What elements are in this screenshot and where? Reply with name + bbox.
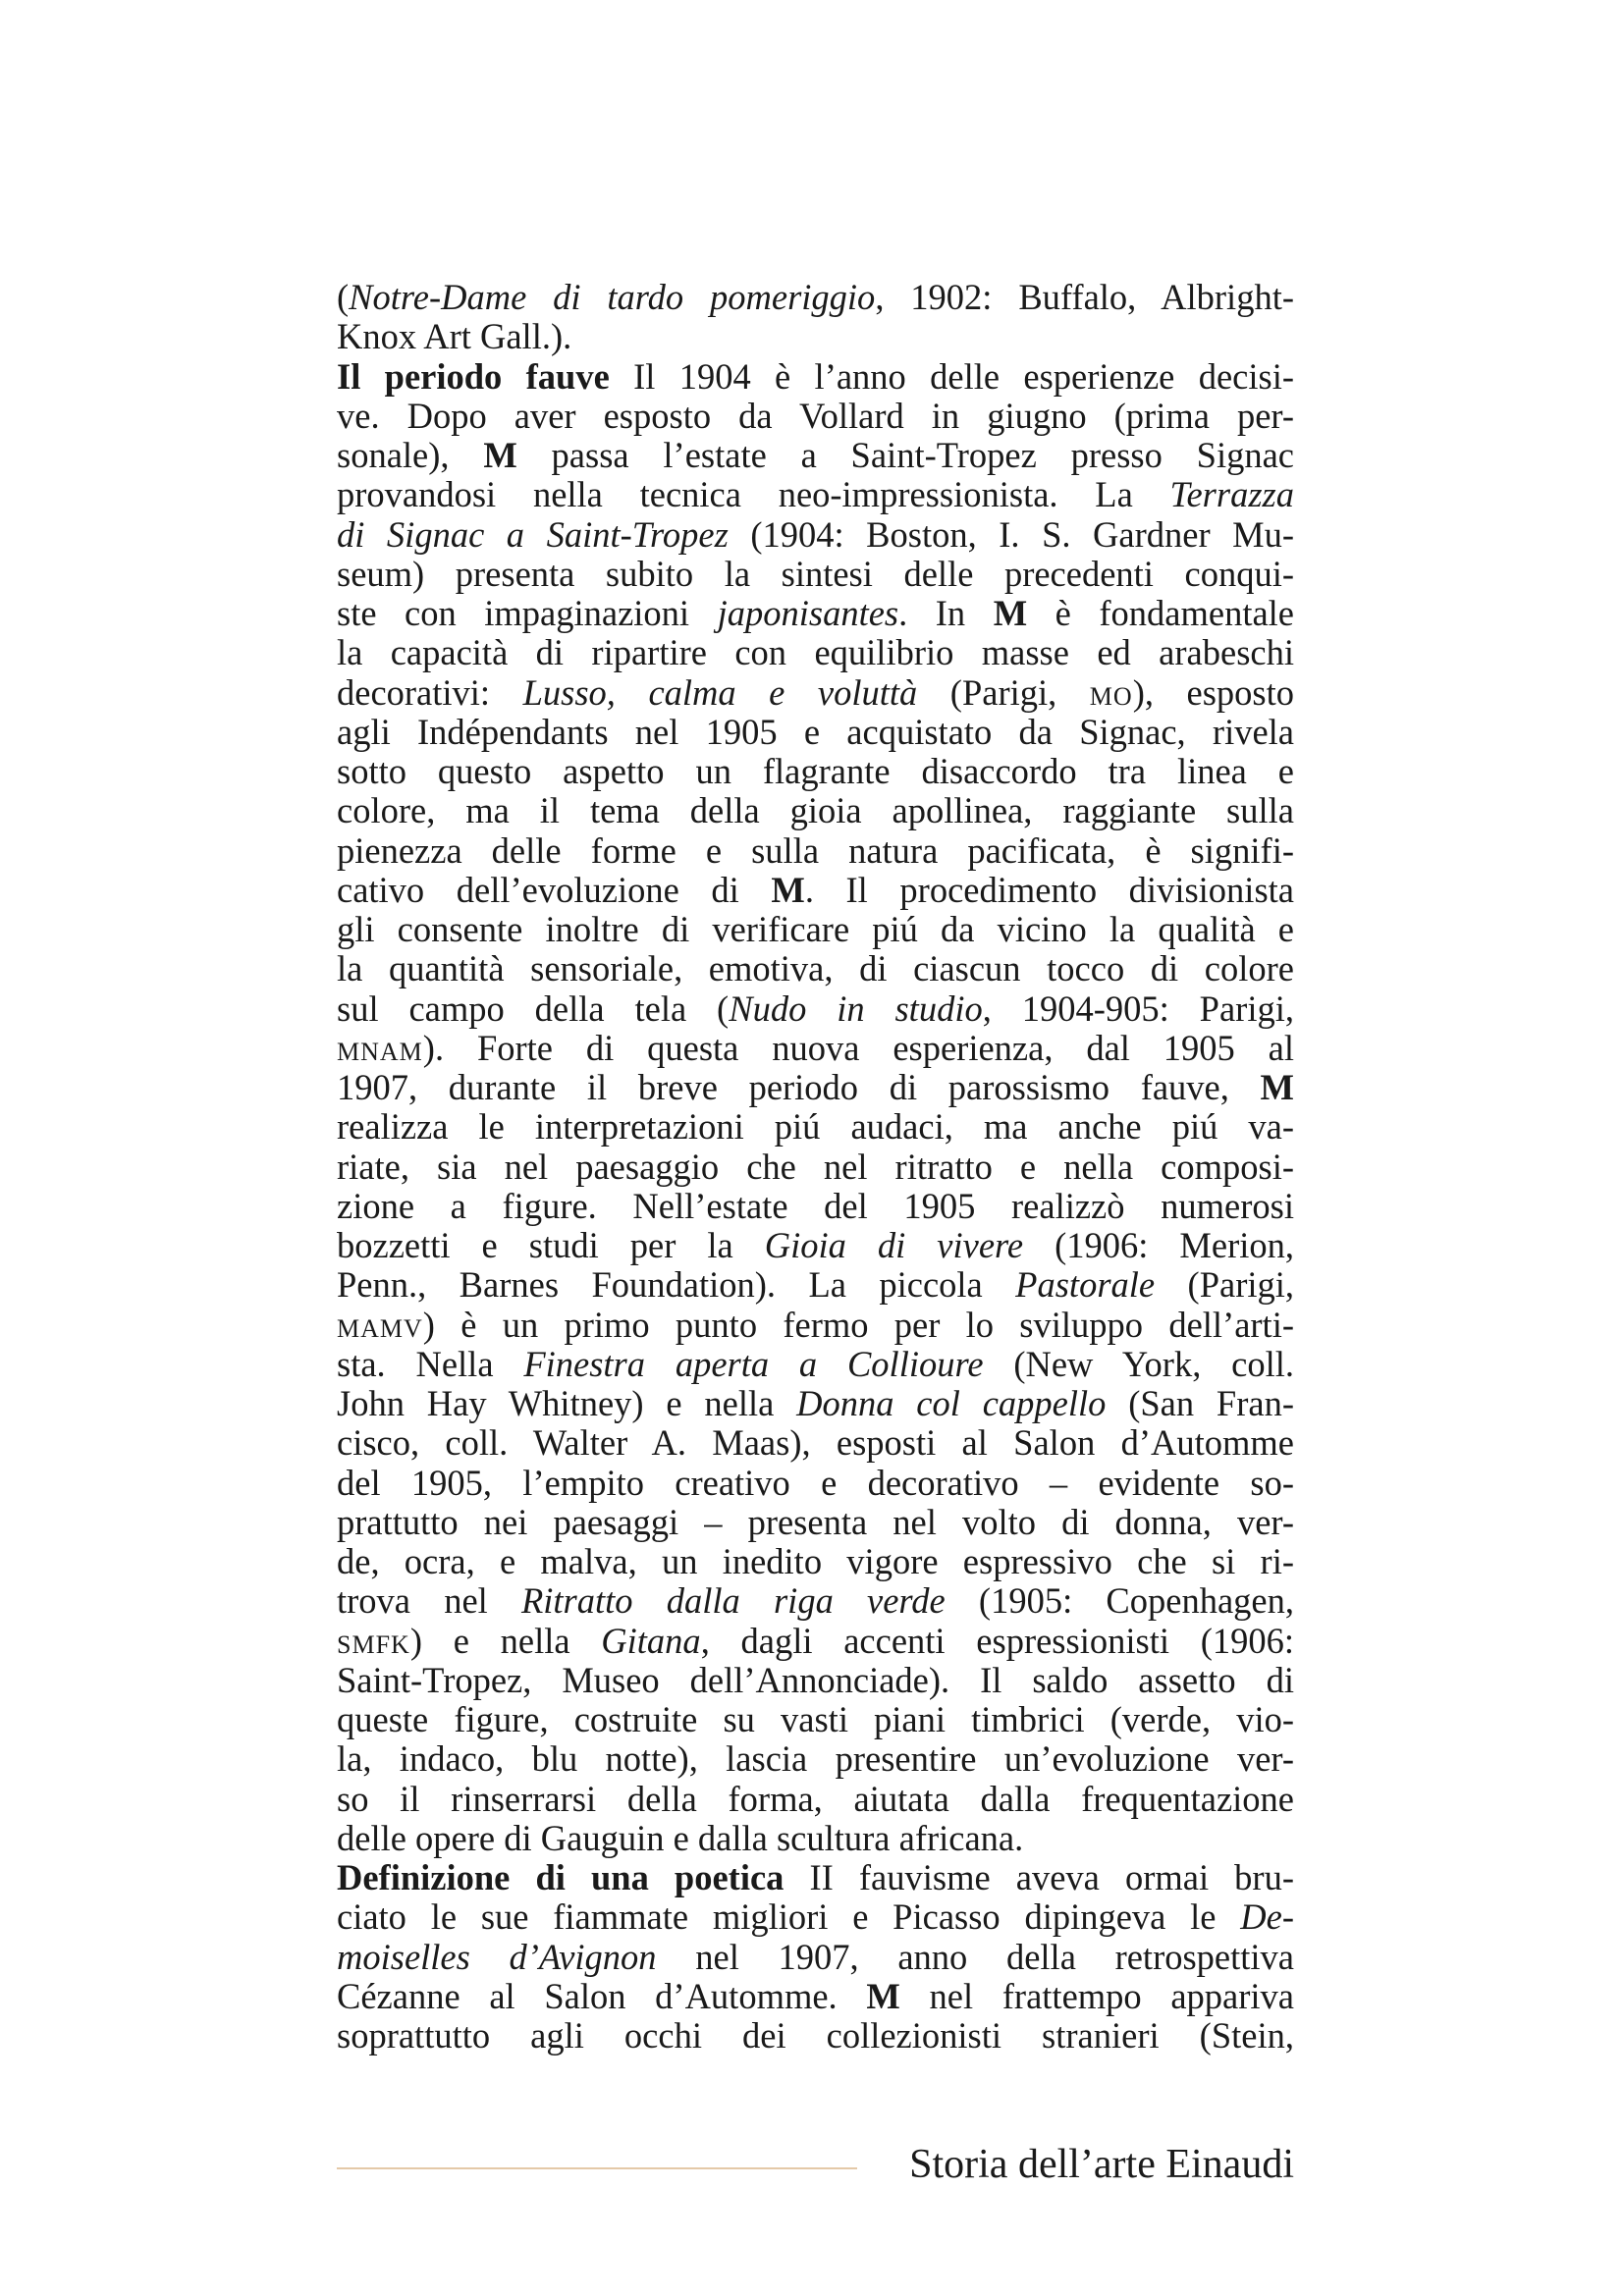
text-line: realizza le interpretazioni piú audaci, ma anche piú va- — [337, 1107, 1294, 1148]
text-line: provandosi nella tecnica neo-impressionista. La Terrazza — [337, 475, 1294, 515]
text-line: cativo dell’evoluzione di M. Il procedimento divisionista — [337, 870, 1294, 910]
text-line: colore, ma il tema della gioia apollinea, raggiante sulla — [337, 791, 1294, 831]
text-line: 1907, durante il breve periodo di parossismo fauve, M — [337, 1068, 1294, 1107]
text-line: sotto questo aspetto un flagrante disaccordo tra linea e — [337, 752, 1294, 791]
text-line: John Hay Whitney) e nella Donna col cappello (San Fran- — [337, 1384, 1294, 1423]
text-line: (Notre-Dame di tardo pomeriggio, 1902: Buffalo, Albright- — [337, 278, 1294, 317]
text-line: SMFK) e nella Gitana, dagli accenti espressionisti (1906: — [337, 1621, 1294, 1661]
text-line: prattutto nei paesaggi – presenta nel volto di donna, ver- — [337, 1502, 1294, 1542]
body-text — [337, 278, 1294, 2056]
text-line: so il rinserrarsi della forma, aiutata dalla frequentazione — [337, 1779, 1294, 1819]
text-line: la quantità sensoriale, emotiva, di ciascun tocco di colore — [337, 949, 1294, 989]
text-line: MAMV) è un primo punto fermo per lo sviluppo dell’arti- — [337, 1305, 1294, 1345]
text-line: bozzetti e studi per la Gioia di vivere (1906: Merion, — [337, 1226, 1294, 1265]
text-line: Cézanne al Salon d’Automme. M nel frattempo appariva — [337, 1976, 1294, 2016]
text-line: Penn., Barnes Foundation). La piccola Pastorale (Parigi, — [337, 1265, 1294, 1306]
text-line: cisco, coll. Walter A. Maas), esposti al Salon d’Automme — [337, 1423, 1294, 1464]
text-line: moiselles d’Avignon nel 1907, anno della retrospettiva — [337, 1937, 1294, 1977]
text-line: agli Indépendants nel 1905 e acquistato da Signac, rivela — [337, 712, 1294, 752]
text-line: zione a figure. Nell’estate del 1905 realizzò numerosi — [337, 1186, 1294, 1226]
text-line: trova nel Ritratto dalla riga verde (1905: Copenhagen, — [337, 1581, 1294, 1622]
text-line: di Signac a Saint-Tropez (1904: Boston, I. S. Gardner Mu- — [337, 514, 1294, 555]
text-line: MNAM). Forte di questa nuova esperienza, dal 1905 al — [337, 1028, 1294, 1068]
text-line: Il periodo fauve Il 1904 è l’anno delle esperienze decisi- — [337, 356, 1294, 397]
text-line: delle opere di Gauguin e dalla scultura africana. — [337, 1818, 1024, 1858]
text-line: sta. Nella Finestra aperta a Collioure (New York, coll. — [337, 1344, 1294, 1384]
text-line: de, ocra, e malva, un inedito vigore espressivo che si ri- — [337, 1542, 1294, 1581]
text-line: ve. Dopo aver esposto da Vollard in giugno (prima per- — [337, 396, 1294, 436]
text-line: gli consente inoltre di verificare piú da vicino la qualità e — [337, 910, 1294, 949]
text-line: decorativi: Lusso, calma e voluttà (Parigi, MO), esposto — [337, 672, 1294, 713]
footer-rule — [337, 2167, 857, 2169]
text-line: sonale), M passa l’estate a Saint-Tropez presso Signac — [337, 436, 1294, 475]
footer-title: Storia dell’arte Einaudi — [909, 2142, 1294, 2187]
text-line: sul campo della tela (Nudo in studio, 1904-905: Parigi, — [337, 988, 1294, 1029]
text-line: Saint-Tropez, Museo dell’Annonciade). Il saldo assetto di — [337, 1660, 1294, 1700]
text-line: soprattutto agli occhi dei collezionisti stranieri (Stein, — [337, 2016, 1294, 2056]
text-line: seum) presenta subito la sintesi delle precedenti conqui- — [337, 554, 1294, 594]
text-line: Definizione di una poetica II fauvisme aveva ormai bru- — [337, 1858, 1294, 1897]
text-line: la capacità di ripartire con equilibrio masse ed arabeschi — [337, 633, 1294, 673]
text-line: la, indaco, blu notte), lascia presentire un’evoluzione ver- — [337, 1739, 1294, 1780]
text-line: riate, sia nel paesaggio che nel ritratto e nella composi- — [337, 1147, 1294, 1187]
text-line: del 1905, l’empito creativo e decorativo – evidente so- — [337, 1463, 1294, 1503]
text-line: pienezza delle forme e sulla natura pacificata, è signifi- — [337, 830, 1294, 871]
text-line: ste con impaginazioni japonisantes. In M è fondamentale — [337, 594, 1294, 633]
text-line: ciato le sue fiammate migliori e Picasso dipingeva le De- — [337, 1897, 1294, 1938]
text-line: Knox Art Gall.). — [337, 317, 572, 357]
text-line: queste figure, costruite su vasti piani timbrici (verde, vio- — [337, 1700, 1294, 1739]
